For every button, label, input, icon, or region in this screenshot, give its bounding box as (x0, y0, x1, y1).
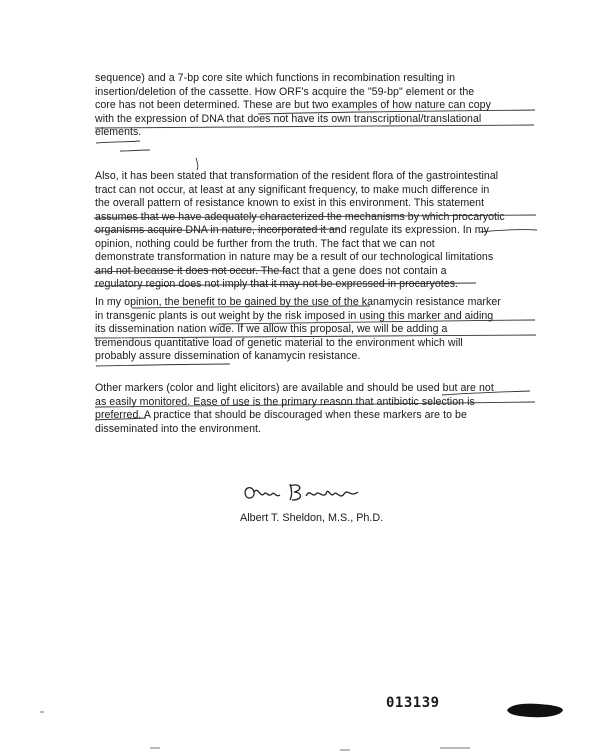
text-line: preferred. A practice that should be discouraged when these markers are to be (95, 409, 467, 421)
bates-number: 013139 (386, 695, 440, 711)
text-line: In my opinion, the benefit to be gained by the use of the kanamycin resistance marker (95, 296, 501, 308)
paragraph-4 (95, 382, 535, 436)
signatory-name: Albert T. Sheldon, M.S., Ph.D. (240, 512, 384, 524)
redaction-mark (505, 700, 565, 720)
text-line: probably assure dissemination of kanamycin resistance. (95, 350, 361, 362)
text-line: regulatory region does not imply that it may not be expressed in procaryotes. (95, 278, 459, 290)
text-line: tract can not occur, at least at any significant frequency, to make much difference in (95, 183, 490, 196)
text-line: disseminated into the environment. (95, 422, 261, 435)
text-line: Other markers (color and light elicitors) are available and should be used but are not (95, 382, 494, 394)
paragraph-1 (95, 72, 535, 140)
text-line: its dissemination nation wide. If we allow this proposal, we will be adding a (95, 323, 448, 335)
text-line: as easily monitored. Ease of use is the primary reason that antibiotic selection is (95, 395, 475, 408)
text-line: insertion/deletion of the cassette. How ORF's acquire the "59-bp" element or the (95, 85, 475, 98)
text-line: opinion, nothing could be further from the truth. The fact that we can not (95, 237, 435, 250)
paragraph-2 (95, 170, 535, 292)
text-line: sequence) and a 7-bp core site which functions in recombination resulting in (95, 72, 456, 84)
text-line: Also, it has been stated that transformation of the resident flora of the gastrointestinal (95, 170, 499, 182)
text-line: with the expression of DNA that does not have its own transcriptional/translational (95, 112, 482, 125)
text-line: tremendous quantitative load of genetic material to the environment which will (95, 336, 463, 349)
text-line: demonstrate transformation in nature may be a result of our technological limitations (95, 251, 494, 263)
paragraph-3 (95, 296, 535, 364)
text-line: in transgenic plants is out weight by the risk imposed in using this marker and aiding (95, 309, 494, 322)
handwritten-signature (240, 478, 370, 508)
text-line: assumes that we have adequately characterized the mechanisms by which procaryotic (95, 210, 505, 223)
text-line: core has not been determined. These are but two examples of how nature can copy (95, 99, 491, 111)
text-line: the overall pattern of resistance known to exist in this environment. This statement (95, 197, 485, 209)
text-line: and not because it does not occur. The fact that a gene does not contain a (95, 264, 447, 277)
text-line: organisms acquire DNA in nature, incorporated it and regulate its expression. In my (95, 224, 489, 236)
text-line: elements. (95, 126, 142, 138)
